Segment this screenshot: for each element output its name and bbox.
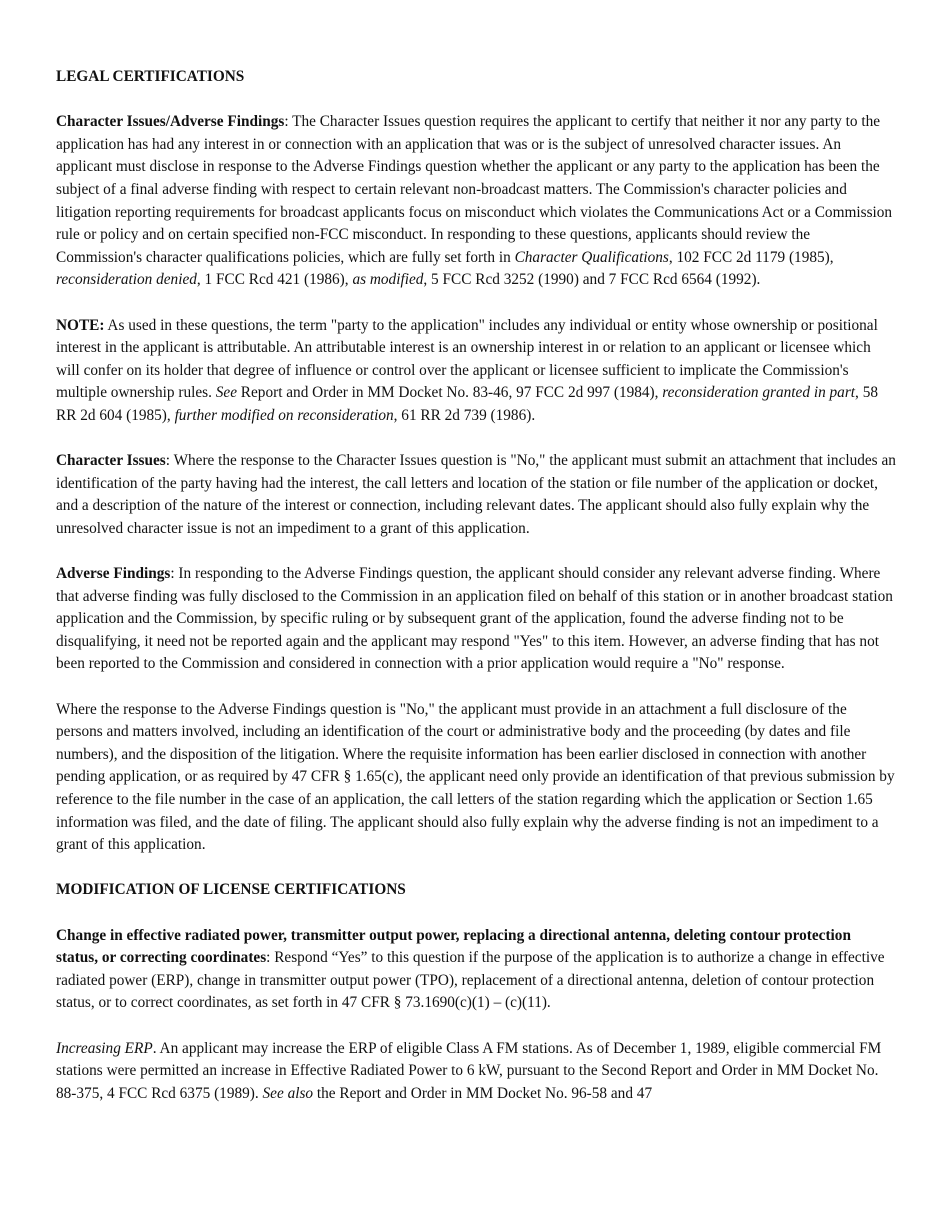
note-label: NOTE: (56, 316, 105, 334)
text-run: : Respond “Yes” to this question if the purpose of the application is to authorize a change in effective radiated power (ERP), change in transmitter output power (TPO), replacement of a directional antenna, deletion of contour protection status, or to correct coordinates, as set forth in 47 CFR § 73.1690(c)(1) – (c)(11). (56, 949, 885, 1012)
increasing-erp-paragraph (56, 1038, 896, 1106)
text-run: : The Character Issues question requires the applicant to certify that neither it nor any party to the application has had any interest in or connection with an application that was or is the subject of unresolved character issues. An applicant must disclose in response to the Adverse Findings question whether the applicant or any party to the application has been the subject of a final adverse finding with respect to certain relevant non-broadcast matters. The Commission's character policies and litigation reporting requirements for broadcast applicants focus on misconduct which violates the Communications Act or a Commission rule or policy and on certain specified non-FCC misconduct. In responding to these questions, applicants should review the Commission's character qualifications policies, which are fully set forth in (56, 113, 893, 266)
citation-italic: See also (262, 1084, 314, 1102)
note-paragraph (56, 315, 896, 428)
character-adverse-findings-paragraph (56, 111, 896, 292)
text-run: the Report and Order in MM Docket No. 96-58 and 47 (313, 1084, 653, 1102)
citation-italic: further modified on reconsideration (174, 406, 394, 424)
text-run: : Where the response to the Character Issues question is "No," the applicant must submit an attachment that includes an identification of the party having had the interest, the call letters and location of the station or file number of the application or docket, and a description of the nature of the interest or connection, including relevant dates. The applicant should also fully explain why the unresolved character issue is not an impediment to a grant of this application. (56, 452, 896, 537)
document-page (56, 66, 896, 1128)
text-run: , 5 FCC Rcd 3252 (1990) and 7 FCC Rcd 6564 (1992). (423, 271, 761, 289)
increasing-erp-label: Increasing ERP (56, 1039, 153, 1057)
text-run: . An applicant may increase the ERP of eligible Class A FM stations. As of December 1, 1989, eligible commercial FM stations were permitted an increase in Effective Radiated Power to 6 kW, pursuant to the Second Report and Order in MM Docket No. 88-375, 4 FCC Rcd 6375 (1989). (56, 1039, 882, 1102)
change-erp-label: Change in effective radiated power, transmitter output power, replacing a directional antenna, deleting contour protection status, or correcting coordinates (56, 926, 851, 967)
citation-italic: See (215, 384, 237, 402)
text-run: As used in these questions, the term "party to the application" includes any individual or entity whose ownership or positional interest in the applicant is attributable. An attributable interest is an ownership interest in or relation to an applicant or licensee which will confer on its holder that degree of influence or control over the applicant or licensee sufficient to implicate the Commission's multiple ownership rules. (56, 316, 878, 402)
legal-certifications-heading: LEGAL CERTIFICATIONS (56, 68, 245, 85)
text-run: : In responding to the Adverse Findings question, the applicant should consider any relevant adverse finding. Where that adverse finding was fully disclosed to the Commission in an application filed on behalf of this station or in another broadcast station application and the Commission, by specific ruling or by subsequent grant of the application, found the adverse finding not to be disqualifying, it need not be reported again and the applicant may respond "Yes" to this item. However, an adverse finding that has not been reported to the Commission and considered in connection with a prior application would require a "No" response. (56, 565, 893, 673)
modification-certifications-heading: MODIFICATION OF LICENSE CERTIFICATIONS (56, 881, 406, 899)
citation-italic: as modified (352, 271, 424, 289)
adverse-findings-label: Adverse Findings (56, 565, 171, 583)
citation-italic: reconsideration granted in part (662, 384, 856, 402)
citation-italic: Character Qualifications (514, 248, 669, 266)
text-run: Report and Order in MM Docket No. 83-46, 97 FCC 2d 997 (1984), (236, 384, 663, 402)
character-adverse-findings-label: Character Issues/Adverse Findings (56, 113, 285, 131)
adverse-findings-paragraph (56, 563, 896, 676)
text-run: , 1 FCC Rcd 421 (1986), (196, 271, 353, 289)
text-run: , 102 FCC 2d 1179 (1985), (668, 248, 834, 266)
text-run: , 58 RR 2d 604 (1985), (56, 384, 878, 424)
adverse-response-paragraph (56, 699, 896, 857)
text-run: Where the response to the Adverse Findings question is "No," the applicant must provide in an attachment a full disclosure of the persons and matters involved, including an identification of the court or administrative body and the proceeding (by dates and file numbers), and the disposition of the litigation. Where the requisite information has been earlier disclosed in connection with another pending application, or as required by 47 CFR § 1.65(c), the applicant need only provide an identification of that previous submission by reference to the file number in the case of an application, the call letters of the station regarding which the application or Section 1.65 information was filed, and the date of filing. The applicant should also fully explain why the adverse finding is not an impediment to a grant of this application. (56, 700, 895, 854)
change-erp-paragraph (56, 925, 896, 1015)
citation-italic: reconsideration denied (56, 271, 197, 289)
character-issues-paragraph (56, 450, 896, 540)
text-run: , 61 RR 2d 739 (1986). (393, 406, 536, 424)
character-issues-label: Character Issues (56, 452, 166, 470)
